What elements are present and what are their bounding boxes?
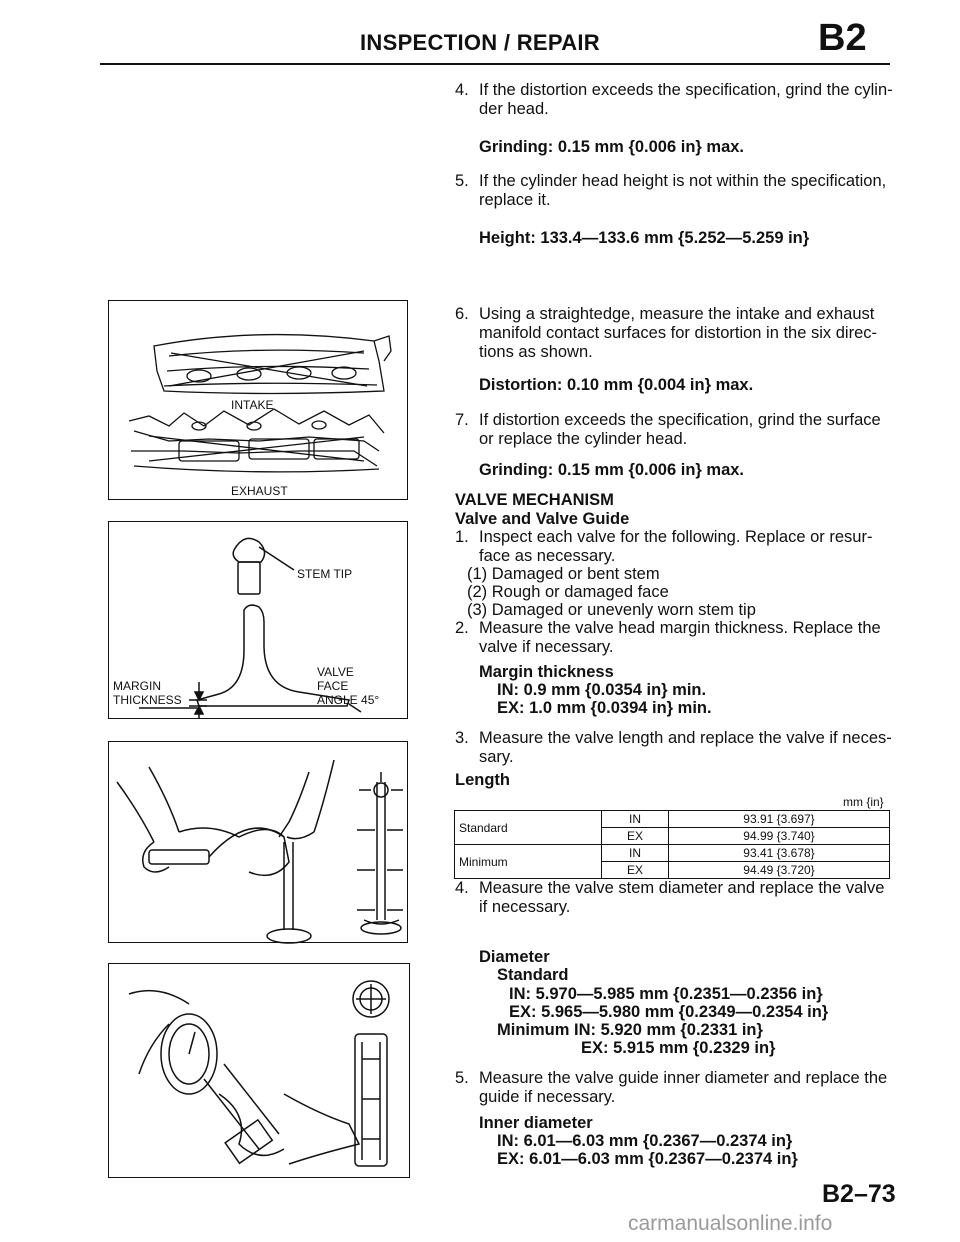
header-rule	[100, 63, 890, 65]
value-cell: 94.99 {3.740}	[669, 828, 890, 845]
length-table	[454, 810, 890, 879]
margin-label: Margin thickness	[479, 663, 614, 681]
page-title: INSPECTION / REPAIR	[360, 30, 600, 55]
unit-label: mm {in}	[843, 795, 884, 809]
valve-fig-label: VALVE	[317, 665, 354, 679]
spec-grinding-1: Grinding: 0.15 mm {0.006 in} max.	[479, 138, 745, 156]
check-2: (2) Rough or damaged face	[467, 583, 669, 601]
valve-step-5: 5. Measure the valve guide inner diameter and replace the guide if necessary.	[455, 1069, 888, 1106]
dia-std-ex: EX: 5.965—5.980 mm {0.2349—0.2354 in}	[509, 1003, 829, 1021]
section-heading: VALVE MECHANISM	[455, 491, 614, 509]
margin-ex: EX: 1.0 mm {0.0394 in} min.	[497, 699, 712, 717]
inner-label: Inner diameter	[479, 1114, 593, 1132]
dia-min-in: Minimum IN: 5.920 mm {0.2331 in}	[497, 1021, 763, 1039]
value-cell: 94.49 {3.720}	[669, 862, 890, 879]
spec-distortion: Distortion: 0.10 mm {0.004 in} max.	[479, 376, 754, 394]
manifold-figure	[108, 300, 408, 500]
type-cell: IN	[602, 811, 669, 828]
table-row	[455, 811, 890, 828]
type-cell: IN	[602, 845, 669, 862]
watermark: carmanualsonline.info	[628, 1212, 833, 1235]
micrometer-drawing	[109, 742, 409, 944]
exhaust-label: EXHAUST	[231, 484, 288, 498]
value-cell: 93.91 {3.697}	[669, 811, 890, 828]
valve-figure	[108, 521, 408, 719]
value-cell: 93.41 {3.678}	[669, 845, 890, 862]
angle-fig-label: ANGLE 45°	[317, 693, 380, 707]
check-3: (3) Damaged or unevenly worn stem tip	[467, 601, 756, 619]
step-4-distortion: 4. If the distortion exceeds the specification, grind the cylin-der head.	[455, 81, 893, 118]
diameter-label: Diameter	[479, 948, 550, 966]
inner-ex: EX: 6.01—6.03 mm {0.2367—0.2374 in}	[497, 1150, 798, 1168]
spec-grinding-2: Grinding: 0.15 mm {0.006 in} max.	[479, 461, 745, 479]
intake-label: INTAKE	[231, 398, 274, 412]
type-cell: EX	[602, 828, 669, 845]
page-number: B2–73	[822, 1180, 896, 1208]
spec-height: Height: 133.4—133.6 mm {5.252—5.259 in}	[479, 229, 810, 247]
step-5-height: 5. If the cylinder head height is not within the specification, replace it.	[455, 172, 887, 209]
length-label: Length	[455, 771, 510, 789]
subheading: Valve and Valve Guide	[455, 510, 630, 528]
valve-step-1: 1. Inspect each valve for the following. Replace or resur-face as necessary.	[455, 528, 873, 565]
dia-std-in: IN: 5.970—5.985 mm {0.2351—0.2356 in}	[509, 985, 823, 1003]
thickness-fig-label: THICKNESS	[113, 693, 182, 707]
group-cell: Standard	[455, 811, 602, 845]
valve-step-2: 2. Measure the valve head margin thickness. Replace the valve if necessary.	[455, 619, 881, 656]
step-6-straightedge: 6. Using a straightedge, measure the intake and exhaust manifold contact surfaces for distortion in the six direc-tions as shown.	[455, 305, 878, 361]
group-cell: Minimum	[455, 845, 602, 879]
step-7-grind-surface: 7. If distortion exceeds the specification, grind the surface or replace the cylinder head.	[455, 411, 881, 448]
stem-tip-label: STEM TIP	[297, 567, 353, 581]
type-cell: EX	[602, 862, 669, 879]
margin-in: IN: 0.9 mm {0.0354 in} min.	[497, 681, 707, 699]
dia-min-ex: EX: 5.915 mm {0.2329 in}	[581, 1039, 776, 1057]
valve-step-4: 4. Measure the valve stem diameter and replace the valve if necessary.	[455, 879, 885, 916]
standard-label: Standard	[497, 966, 569, 984]
valve-step-3: 3. Measure the valve length and replace the valve if neces-sary.	[455, 729, 892, 766]
table-row	[455, 845, 890, 862]
bore-gauge-drawing	[109, 964, 411, 1179]
section-code: B2	[818, 17, 867, 59]
check-1: (1) Damaged or bent stem	[467, 565, 660, 583]
margin-fig-label: MARGIN	[113, 679, 161, 693]
face-fig-label: FACE	[317, 679, 349, 693]
bore-gauge-figure	[108, 963, 410, 1178]
inner-in: IN: 6.01—6.03 mm {0.2367—0.2374 in}	[497, 1132, 793, 1150]
micrometer-figure	[108, 741, 408, 943]
